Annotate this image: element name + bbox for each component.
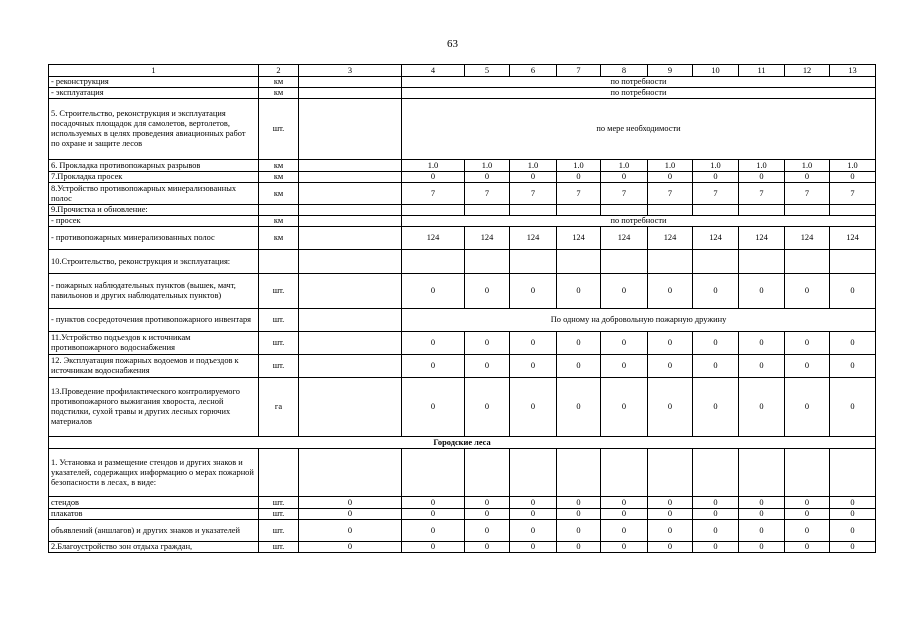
table-row (49, 332, 876, 355)
measure-name: - просек (49, 216, 259, 227)
page-number: 63 (447, 38, 458, 50)
measure-name: 6. Прокладка противопожарных разрывов (49, 160, 259, 172)
value-cell: 0 (830, 497, 876, 509)
empty-cell (299, 99, 402, 160)
value-cell: 0 (693, 355, 739, 378)
value-cell: 0 (785, 542, 830, 553)
measure-name: 12. Эксплуатация пожарных водоемов и подъездов к источникам водоснабжения (49, 355, 259, 378)
value-cell (299, 183, 402, 205)
value-cell: 0 (510, 378, 557, 437)
column-number: 2 (259, 65, 299, 77)
column-number: 1 (49, 65, 259, 77)
value-cell: 0 (693, 172, 739, 183)
value-cell (648, 449, 693, 497)
value-cell (299, 250, 402, 274)
value-cell: 0 (510, 274, 557, 309)
value-cell: 0 (601, 542, 648, 553)
value-cell: 0 (785, 509, 830, 520)
value-cell: 0 (402, 355, 465, 378)
table-row (49, 497, 876, 509)
value-cell (402, 205, 465, 216)
value-cell (510, 449, 557, 497)
value-cell (693, 449, 739, 497)
value-cell: 124 (785, 227, 830, 250)
value-cell (601, 449, 648, 497)
value-cell: 124 (830, 227, 876, 250)
column-number-row (49, 65, 876, 77)
unit-cell: шт. (259, 355, 299, 378)
merged-note: По одному на добровольную пожарную дружину (402, 309, 876, 332)
value-cell: 0 (693, 332, 739, 355)
value-cell: 1.0 (557, 160, 601, 172)
value-cell: 0 (739, 172, 785, 183)
unit-cell: шт. (259, 509, 299, 520)
column-number: 7 (557, 65, 601, 77)
table-row (49, 509, 876, 520)
value-cell: 0 (557, 542, 601, 553)
table-row (49, 520, 876, 542)
value-cell: 124 (557, 227, 601, 250)
merged-note: по потребности (402, 77, 876, 88)
value-cell: 0 (465, 509, 510, 520)
value-cell: 0 (830, 332, 876, 355)
value-cell (299, 205, 402, 216)
value-cell: 0 (510, 355, 557, 378)
value-cell: 0 (557, 274, 601, 309)
value-cell: 0 (830, 355, 876, 378)
table-row (49, 355, 876, 378)
value-cell (510, 250, 557, 274)
value-cell: 0 (402, 332, 465, 355)
unit-cell: шт. (259, 274, 299, 309)
value-cell: 124 (739, 227, 785, 250)
merged-note: по потребности (402, 88, 876, 99)
value-cell: 0 (402, 378, 465, 437)
value-cell: 0 (601, 332, 648, 355)
measure-name: стендов (49, 497, 259, 509)
unit-cell: шт. (259, 99, 299, 160)
value-cell: 0 (830, 274, 876, 309)
value-cell: 1.0 (465, 160, 510, 172)
value-cell: 7 (557, 183, 601, 205)
unit-cell (259, 250, 299, 274)
value-cell: 124 (402, 227, 465, 250)
value-cell (402, 449, 465, 497)
value-cell (693, 205, 739, 216)
value-cell: 0 (601, 274, 648, 309)
value-cell (557, 250, 601, 274)
value-cell (299, 160, 402, 172)
value-cell: 0 (510, 542, 557, 553)
value-cell: 7 (648, 183, 693, 205)
value-cell: 124 (601, 227, 648, 250)
value-cell: 0 (648, 332, 693, 355)
value-cell: 0 (299, 542, 402, 553)
value-cell: 7 (402, 183, 465, 205)
unit-cell: шт. (259, 520, 299, 542)
value-cell (739, 250, 785, 274)
unit-cell: км (259, 216, 299, 227)
value-cell: 0 (299, 497, 402, 509)
measure-name: 11.Устройство подъездов к источникам противопожарного водоснабжения (49, 332, 259, 355)
value-cell: 0 (402, 520, 465, 542)
value-cell: 0 (402, 172, 465, 183)
value-cell: 0 (785, 355, 830, 378)
value-cell: 0 (785, 172, 830, 183)
column-number: 9 (648, 65, 693, 77)
value-cell: 0 (465, 274, 510, 309)
value-cell: 0 (601, 497, 648, 509)
value-cell: 0 (739, 274, 785, 309)
value-cell (299, 274, 402, 309)
value-cell: 0 (648, 355, 693, 378)
value-cell: 0 (648, 172, 693, 183)
value-cell: 124 (648, 227, 693, 250)
table-row (49, 216, 876, 227)
value-cell (830, 449, 876, 497)
value-cell: 0 (557, 332, 601, 355)
value-cell (785, 250, 830, 274)
value-cell: 0 (299, 520, 402, 542)
empty-cell (299, 88, 402, 99)
value-cell (465, 205, 510, 216)
unit-cell: км (259, 227, 299, 250)
column-number: 10 (693, 65, 739, 77)
value-cell: 1.0 (785, 160, 830, 172)
column-number: 12 (785, 65, 830, 77)
value-cell: 7 (830, 183, 876, 205)
value-cell (465, 449, 510, 497)
value-cell: 1.0 (510, 160, 557, 172)
value-cell: 0 (785, 378, 830, 437)
value-cell: 0 (648, 509, 693, 520)
table-row (49, 449, 876, 497)
value-cell: 1.0 (402, 160, 465, 172)
measure-name: 5. Строительство, реконструкция и эксплуатация посадочных площадок для самолетов, вертолетов, используемых в целях проведения авиационных работ по охране и защите лесов (49, 99, 259, 160)
value-cell: 0 (785, 274, 830, 309)
value-cell: 0 (648, 542, 693, 553)
table-row (49, 250, 876, 274)
value-cell (693, 250, 739, 274)
measure-name: - пунктов сосредоточения противопожарного инвентаря (49, 309, 259, 332)
measure-name: плакатов (49, 509, 259, 520)
value-cell (299, 332, 402, 355)
table-row (49, 160, 876, 172)
unit-cell: шт. (259, 542, 299, 553)
column-number: 8 (601, 65, 648, 77)
table-row (49, 542, 876, 553)
value-cell: 0 (402, 509, 465, 520)
value-cell: 0 (648, 497, 693, 509)
measure-name: 10.Строительство, реконструкция и эксплуатация: (49, 250, 259, 274)
column-number: 13 (830, 65, 876, 77)
value-cell: 0 (739, 520, 785, 542)
value-cell: 1.0 (693, 160, 739, 172)
value-cell (465, 250, 510, 274)
value-cell (299, 227, 402, 250)
value-cell: 0 (693, 509, 739, 520)
value-cell: 0 (465, 520, 510, 542)
table-row (49, 77, 876, 88)
value-cell: 0 (510, 172, 557, 183)
value-cell: 0 (402, 497, 465, 509)
value-cell: 0 (601, 509, 648, 520)
value-cell: 0 (739, 378, 785, 437)
table-row (49, 88, 876, 99)
value-cell (830, 250, 876, 274)
value-cell: 0 (465, 542, 510, 553)
value-cell: 0 (465, 355, 510, 378)
value-cell: 0 (465, 332, 510, 355)
unit-cell: км (259, 183, 299, 205)
value-cell: 0 (739, 509, 785, 520)
value-cell: 0 (557, 497, 601, 509)
value-cell (648, 205, 693, 216)
measure-name: 8.Устройство противопожарных минерализованных полос (49, 183, 259, 205)
value-cell: 0 (465, 172, 510, 183)
column-number: 3 (299, 65, 402, 77)
measure-name: объявлений (аншлагов) и других знаков и указателей (49, 520, 259, 542)
table-row (49, 274, 876, 309)
value-cell: 0 (465, 497, 510, 509)
value-cell: 0 (601, 378, 648, 437)
value-cell: 124 (465, 227, 510, 250)
measure-name: - реконструкция (49, 77, 259, 88)
measure-name: 9.Прочистка и обновление: (49, 205, 259, 216)
value-cell: 0 (510, 497, 557, 509)
value-cell: 0 (785, 332, 830, 355)
fire-safety-measures-table (48, 64, 876, 553)
column-number: 11 (739, 65, 785, 77)
value-cell: 7 (785, 183, 830, 205)
unit-cell (259, 205, 299, 216)
unit-cell: км (259, 172, 299, 183)
value-cell: 7 (510, 183, 557, 205)
value-cell: 124 (693, 227, 739, 250)
value-cell: 0 (739, 542, 785, 553)
value-cell (785, 449, 830, 497)
value-cell: 0 (830, 172, 876, 183)
value-cell: 0 (830, 378, 876, 437)
value-cell: 0 (465, 378, 510, 437)
value-cell (739, 449, 785, 497)
merged-note: по потребности (402, 216, 876, 227)
value-cell: 0 (693, 542, 739, 553)
section-row (49, 437, 876, 449)
section-heading: Городские леса (49, 437, 876, 449)
value-cell (299, 449, 402, 497)
table-row (49, 183, 876, 205)
value-cell (510, 205, 557, 216)
value-cell: 0 (693, 497, 739, 509)
value-cell: 1.0 (601, 160, 648, 172)
value-cell: 0 (557, 378, 601, 437)
value-cell (557, 449, 601, 497)
measure-name: 13.Проведение профилактического контролируемого противопожарного выжигания хвороста, лесной подстилки, сухой травы и других лесных горючих материалов (49, 378, 259, 437)
value-cell: 1.0 (648, 160, 693, 172)
value-cell: 7 (739, 183, 785, 205)
value-cell: 0 (557, 509, 601, 520)
value-cell: 0 (601, 520, 648, 542)
table-row (49, 227, 876, 250)
value-cell (601, 205, 648, 216)
value-cell: 0 (601, 172, 648, 183)
value-cell: 0 (299, 509, 402, 520)
column-number: 6 (510, 65, 557, 77)
measure-name: - пожарных наблюдательных пунктов (вышек, мачт, павильонов и других наблюдательных пунктов) (49, 274, 259, 309)
value-cell: 0 (402, 542, 465, 553)
empty-cell (299, 309, 402, 332)
value-cell (299, 378, 402, 437)
value-cell: 0 (601, 355, 648, 378)
value-cell: 0 (557, 172, 601, 183)
value-cell: 0 (648, 520, 693, 542)
value-cell: 0 (830, 509, 876, 520)
merged-note: по мере необходимости (402, 99, 876, 160)
unit-cell: км (259, 160, 299, 172)
value-cell: 0 (648, 274, 693, 309)
column-number: 4 (402, 65, 465, 77)
value-cell: 0 (785, 497, 830, 509)
value-cell: 0 (648, 378, 693, 437)
value-cell: 0 (739, 497, 785, 509)
measure-name: 7.Прокладка просек (49, 172, 259, 183)
table-row (49, 309, 876, 332)
value-cell: 7 (465, 183, 510, 205)
column-number: 5 (465, 65, 510, 77)
unit-cell: шт. (259, 332, 299, 355)
unit-cell (259, 449, 299, 497)
unit-cell: шт. (259, 309, 299, 332)
table-row (49, 172, 876, 183)
value-cell: 0 (830, 542, 876, 553)
measure-name: 2.Благоустройство зон отдыха граждан, (49, 542, 259, 553)
value-cell: 0 (557, 355, 601, 378)
value-cell: 0 (510, 509, 557, 520)
value-cell: 7 (601, 183, 648, 205)
value-cell: 124 (510, 227, 557, 250)
value-cell: 0 (785, 520, 830, 542)
value-cell: 1.0 (739, 160, 785, 172)
value-cell: 0 (739, 355, 785, 378)
value-cell: 0 (402, 274, 465, 309)
unit-cell: км (259, 88, 299, 99)
measure-name: - противопожарных минерализованных полос (49, 227, 259, 250)
value-cell (402, 250, 465, 274)
value-cell: 0 (739, 332, 785, 355)
empty-cell (299, 77, 402, 88)
value-cell (739, 205, 785, 216)
unit-cell: га (259, 378, 299, 437)
empty-cell (299, 216, 402, 227)
value-cell: 7 (693, 183, 739, 205)
unit-cell: км (259, 77, 299, 88)
value-cell: 0 (693, 520, 739, 542)
unit-cell: шт. (259, 497, 299, 509)
value-cell: 0 (510, 332, 557, 355)
value-cell (648, 250, 693, 274)
value-cell (601, 250, 648, 274)
table-row (49, 205, 876, 216)
value-cell: 0 (693, 274, 739, 309)
measure-name: - эксплуатация (49, 88, 259, 99)
measure-name: 1. Установка и размещение стендов и других знаков и указателей, содержащих информацию о мерах пожарной безопасности в лесах, в виде: (49, 449, 259, 497)
value-cell: 0 (557, 520, 601, 542)
value-cell: 0 (510, 520, 557, 542)
value-cell (830, 205, 876, 216)
value-cell: 1.0 (830, 160, 876, 172)
value-cell (299, 172, 402, 183)
table-row (49, 99, 876, 160)
value-cell (299, 355, 402, 378)
value-cell: 0 (830, 520, 876, 542)
value-cell (785, 205, 830, 216)
value-cell (557, 205, 601, 216)
value-cell: 0 (693, 378, 739, 437)
table-row (49, 378, 876, 437)
